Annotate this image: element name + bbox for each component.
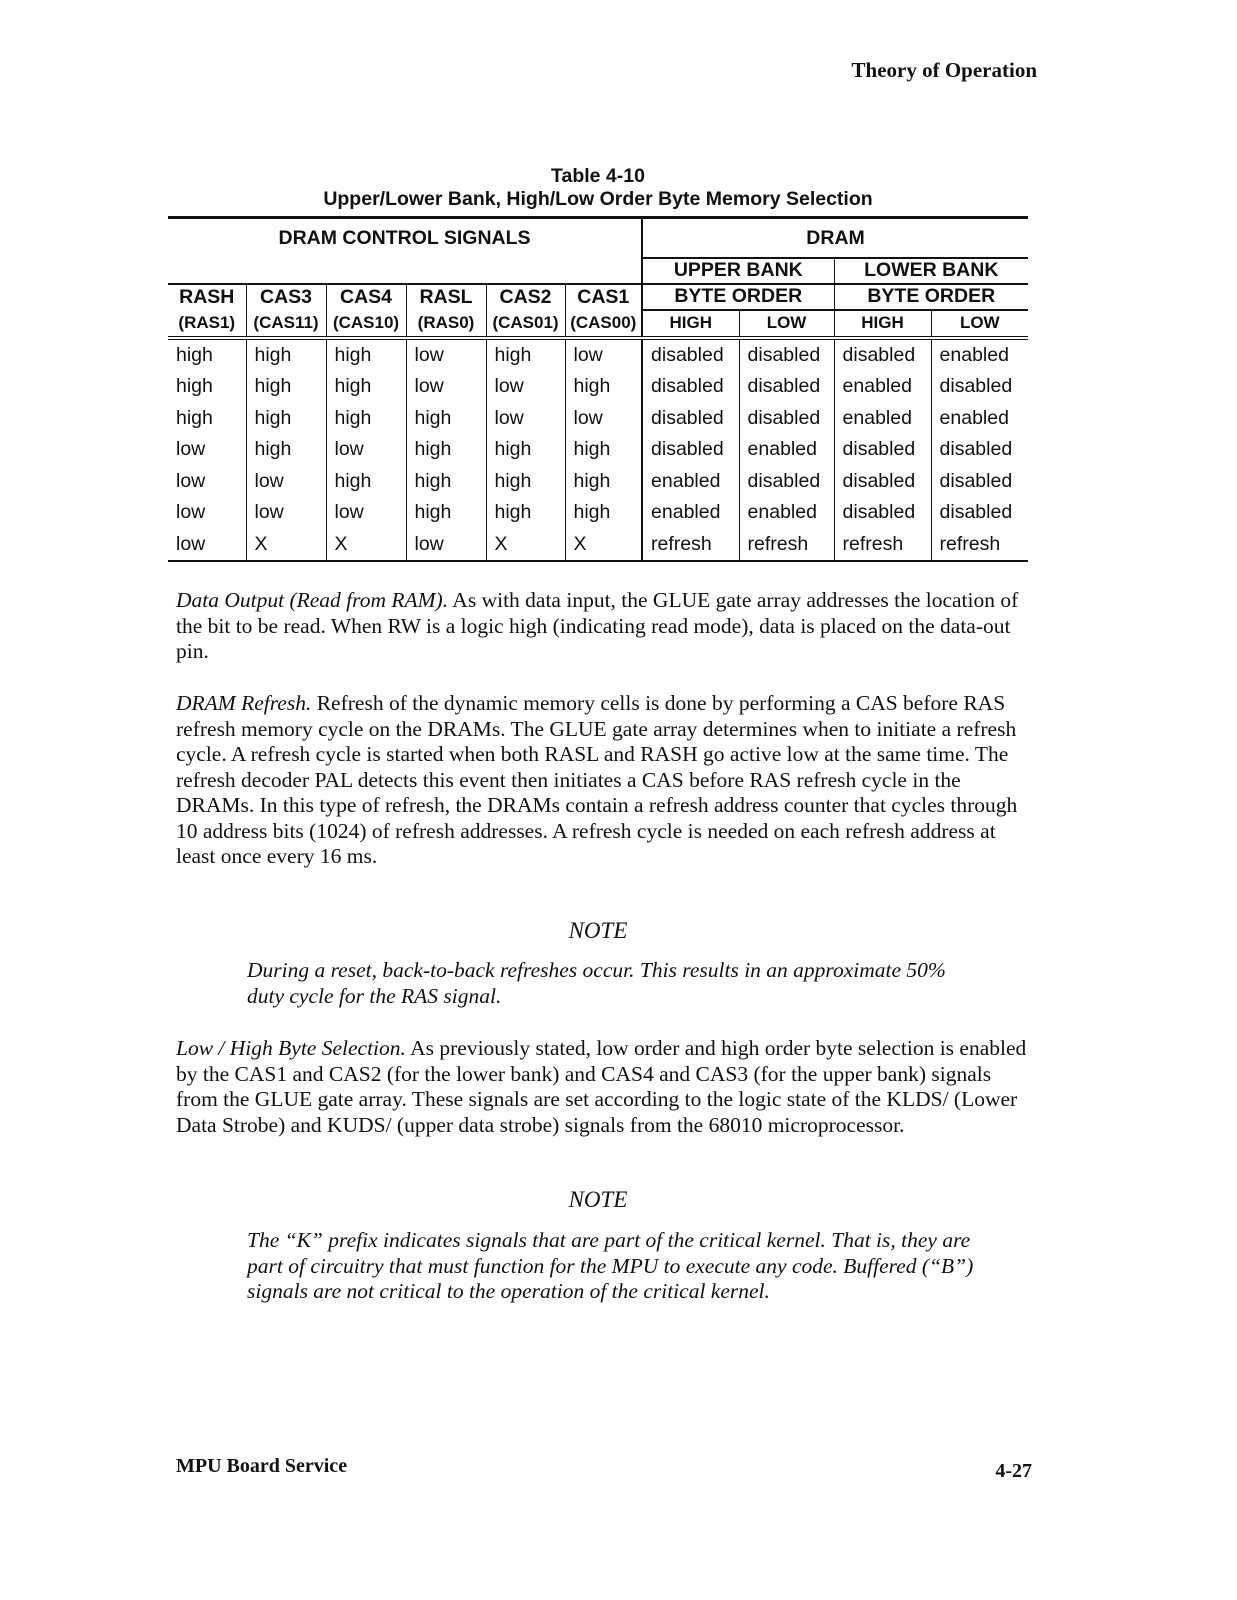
running-header: Theory of Operation — [851, 58, 1037, 82]
table-cell: low — [406, 529, 486, 562]
table-cell: low — [565, 403, 642, 435]
table-cell: high — [176, 375, 213, 398]
table-caption — [170, 165, 1026, 211]
table-cell: enabled — [739, 497, 834, 529]
lower-high-col-header: HIGH — [834, 310, 931, 338]
table-cell: low — [176, 469, 206, 492]
footer-page-number: 4-27 — [995, 1460, 1032, 1482]
lower-bank-header-line2: BYTE ORDER — [834, 284, 1028, 310]
table-cell: high — [176, 343, 213, 366]
byte-selection-heading: Low / High Byte Selection. — [176, 1036, 406, 1060]
table-cell: disabled — [739, 338, 834, 372]
data-output-text: As with data input, the GLUE gate array addresses the location of the bit to be read. When RW is a logic high (indicating read mode), data is placed on the data-out pin. — [176, 588, 1019, 663]
table-cell: high — [486, 434, 565, 466]
table-cell: disabled — [642, 338, 739, 372]
table-cell: high — [176, 406, 213, 429]
table-cell: high — [246, 434, 326, 466]
upper-bank-header-line2: BYTE ORDER — [642, 284, 834, 310]
signal-name-rasl: RASL — [406, 284, 486, 310]
table-cell: disabled — [739, 466, 834, 498]
byte-selection-paragraph — [176, 1036, 1036, 1138]
table-row — [168, 497, 1028, 529]
table-cell: X — [246, 529, 326, 562]
dram-refresh-text: Refresh of the dynamic memory cells is done by performing a CAS before RAS refresh memory cycle on the DRAMs. The GLUE gate array determines when to initiate a refresh cycle. A refresh cycle is started when both RASL and RASH go active low at the same time. The refresh decoder PAL detects this event then initiates a CAS before RAS refresh cycle in the DRAMs. In this type of refresh, the DRAMs contain a refresh address counter that cycles through 10 address bits (1024) of refresh addresses. A refresh cycle is needed on each refresh address at least once every 16 ms. — [176, 691, 1018, 868]
dram-refresh-heading: DRAM Refresh. — [176, 691, 312, 715]
table-cell: disabled — [931, 466, 1028, 498]
table-cell: low — [326, 497, 406, 529]
memory-selection-table — [168, 216, 1028, 562]
table-cell: high — [246, 338, 326, 372]
table-cell: disabled — [834, 338, 931, 372]
data-output-heading: Data Output (Read from RAM). — [176, 588, 449, 612]
table-cell: high — [246, 403, 326, 435]
signal-name-cas4: CAS4 — [326, 284, 406, 310]
footer-manual-title: MPU Board Service — [176, 1455, 348, 1477]
table-cell: enabled — [931, 338, 1028, 372]
table-row — [168, 466, 1028, 498]
signal-alias-cas11: (CAS11) — [246, 310, 326, 338]
table-cell: disabled — [642, 434, 739, 466]
note-label-2: NOTE — [568, 1187, 628, 1212]
signal-alias-ras1: (RAS1) — [178, 312, 236, 332]
lower-low-col-header: LOW — [931, 310, 1028, 338]
table-cell: high — [486, 466, 565, 498]
table-cell: disabled — [931, 497, 1028, 529]
table-cell: low — [176, 532, 206, 555]
signal-alias-cas01: (CAS01) — [486, 310, 565, 338]
table-cell: low — [176, 438, 206, 461]
table-cell: X — [326, 529, 406, 562]
note-label-1: NOTE — [568, 918, 628, 943]
table-cell: low — [406, 338, 486, 372]
table-cell: high — [326, 403, 406, 435]
table-cell: high — [406, 434, 486, 466]
table-cell: refresh — [739, 529, 834, 562]
note-text-1: During a reset, back-to-back refreshes occur. This results in an approximate 50% duty cycle for the RAS signal. — [247, 958, 946, 1008]
table-cell: high — [326, 338, 406, 372]
table-cell: high — [326, 371, 406, 403]
table-cell: low — [486, 403, 565, 435]
table-cell: low — [326, 434, 406, 466]
table-cell: refresh — [642, 529, 739, 562]
lower-bank-header-line1: LOWER BANK — [834, 258, 1028, 284]
table-cell: low — [486, 371, 565, 403]
table-cell: disabled — [931, 434, 1028, 466]
table-cell: high — [565, 466, 642, 498]
signal-alias-cas00: (CAS00) — [565, 310, 642, 338]
table-cell: high — [406, 497, 486, 529]
group-header-dram: DRAM — [642, 218, 1028, 258]
signal-name-rash: RASH — [179, 285, 235, 308]
table-row — [168, 403, 1028, 435]
signal-alias-cas10: (CAS10) — [326, 310, 406, 338]
table-cell: enabled — [834, 403, 931, 435]
table-row — [168, 371, 1028, 403]
data-output-paragraph — [176, 588, 1036, 665]
byte-selection-text: As previously stated, low order and high order byte selection is enabled by the CAS1 and CAS2 (for the lower bank) and CAS4 and CAS3 (for the upper bank) signals from the GLUE gate array. These signals are set according to the logic state of the KLDS/ (Lower Data Strobe) and KUDS/ (upper data strobe) signals from the 68010 microprocessor. — [176, 1036, 1027, 1137]
upper-high-col-header: HIGH — [642, 310, 739, 338]
table-number: Table 4-10 — [551, 165, 645, 187]
signal-name-cas2: CAS2 — [486, 284, 565, 310]
table-cell: high — [486, 497, 565, 529]
table-cell: enabled — [642, 466, 739, 498]
table-cell: disabled — [642, 403, 739, 435]
table-cell: refresh — [931, 529, 1028, 562]
table-cell: enabled — [834, 371, 931, 403]
table-cell: high — [246, 371, 326, 403]
table-cell: X — [486, 529, 565, 562]
table-cell: refresh — [834, 529, 931, 562]
table-cell: disabled — [834, 434, 931, 466]
group-header-control-signals: DRAM CONTROL SIGNALS — [278, 226, 531, 249]
table-cell: high — [406, 466, 486, 498]
table-cell: high — [406, 403, 486, 435]
note-text-2: The “K” prefix indicates signals that are part of the critical kernel. That is, they are part of circuitry that must function for the MPU to execute any code. Buffered (“B”) signals are not critical to the operation of the critical kernel. — [247, 1228, 974, 1303]
table-cell: high — [486, 338, 565, 372]
table-row — [168, 338, 1028, 372]
table-cell: low — [246, 466, 326, 498]
table-cell: high — [565, 371, 642, 403]
table-cell: disabled — [739, 371, 834, 403]
table-cell: low — [246, 497, 326, 529]
table-cell: X — [565, 529, 642, 562]
signal-name-cas3: CAS3 — [246, 284, 326, 310]
signal-alias-ras0: (RAS0) — [406, 310, 486, 338]
table-cell: high — [326, 466, 406, 498]
signal-name-cas1: CAS1 — [565, 284, 642, 310]
upper-bank-header-line1: UPPER BANK — [642, 258, 834, 284]
upper-low-col-header: LOW — [739, 310, 834, 338]
dram-refresh-paragraph — [176, 691, 1036, 870]
table-cell: disabled — [642, 371, 739, 403]
table-cell: disabled — [834, 497, 931, 529]
table-cell: enabled — [739, 434, 834, 466]
table-cell: low — [565, 338, 642, 372]
table-cell: disabled — [834, 466, 931, 498]
table-cell: low — [406, 371, 486, 403]
table-cell: disabled — [739, 403, 834, 435]
table-cell: disabled — [931, 371, 1028, 403]
table-cell: high — [565, 497, 642, 529]
table-title: Upper/Lower Bank, High/Low Order Byte Memory Selection — [323, 188, 873, 210]
table-cell: enabled — [642, 497, 739, 529]
table-cell: enabled — [931, 403, 1028, 435]
table-row — [168, 434, 1028, 466]
table-cell: high — [565, 434, 642, 466]
table-row — [168, 529, 1028, 562]
table-body — [168, 338, 1028, 562]
table-cell: low — [176, 501, 206, 524]
